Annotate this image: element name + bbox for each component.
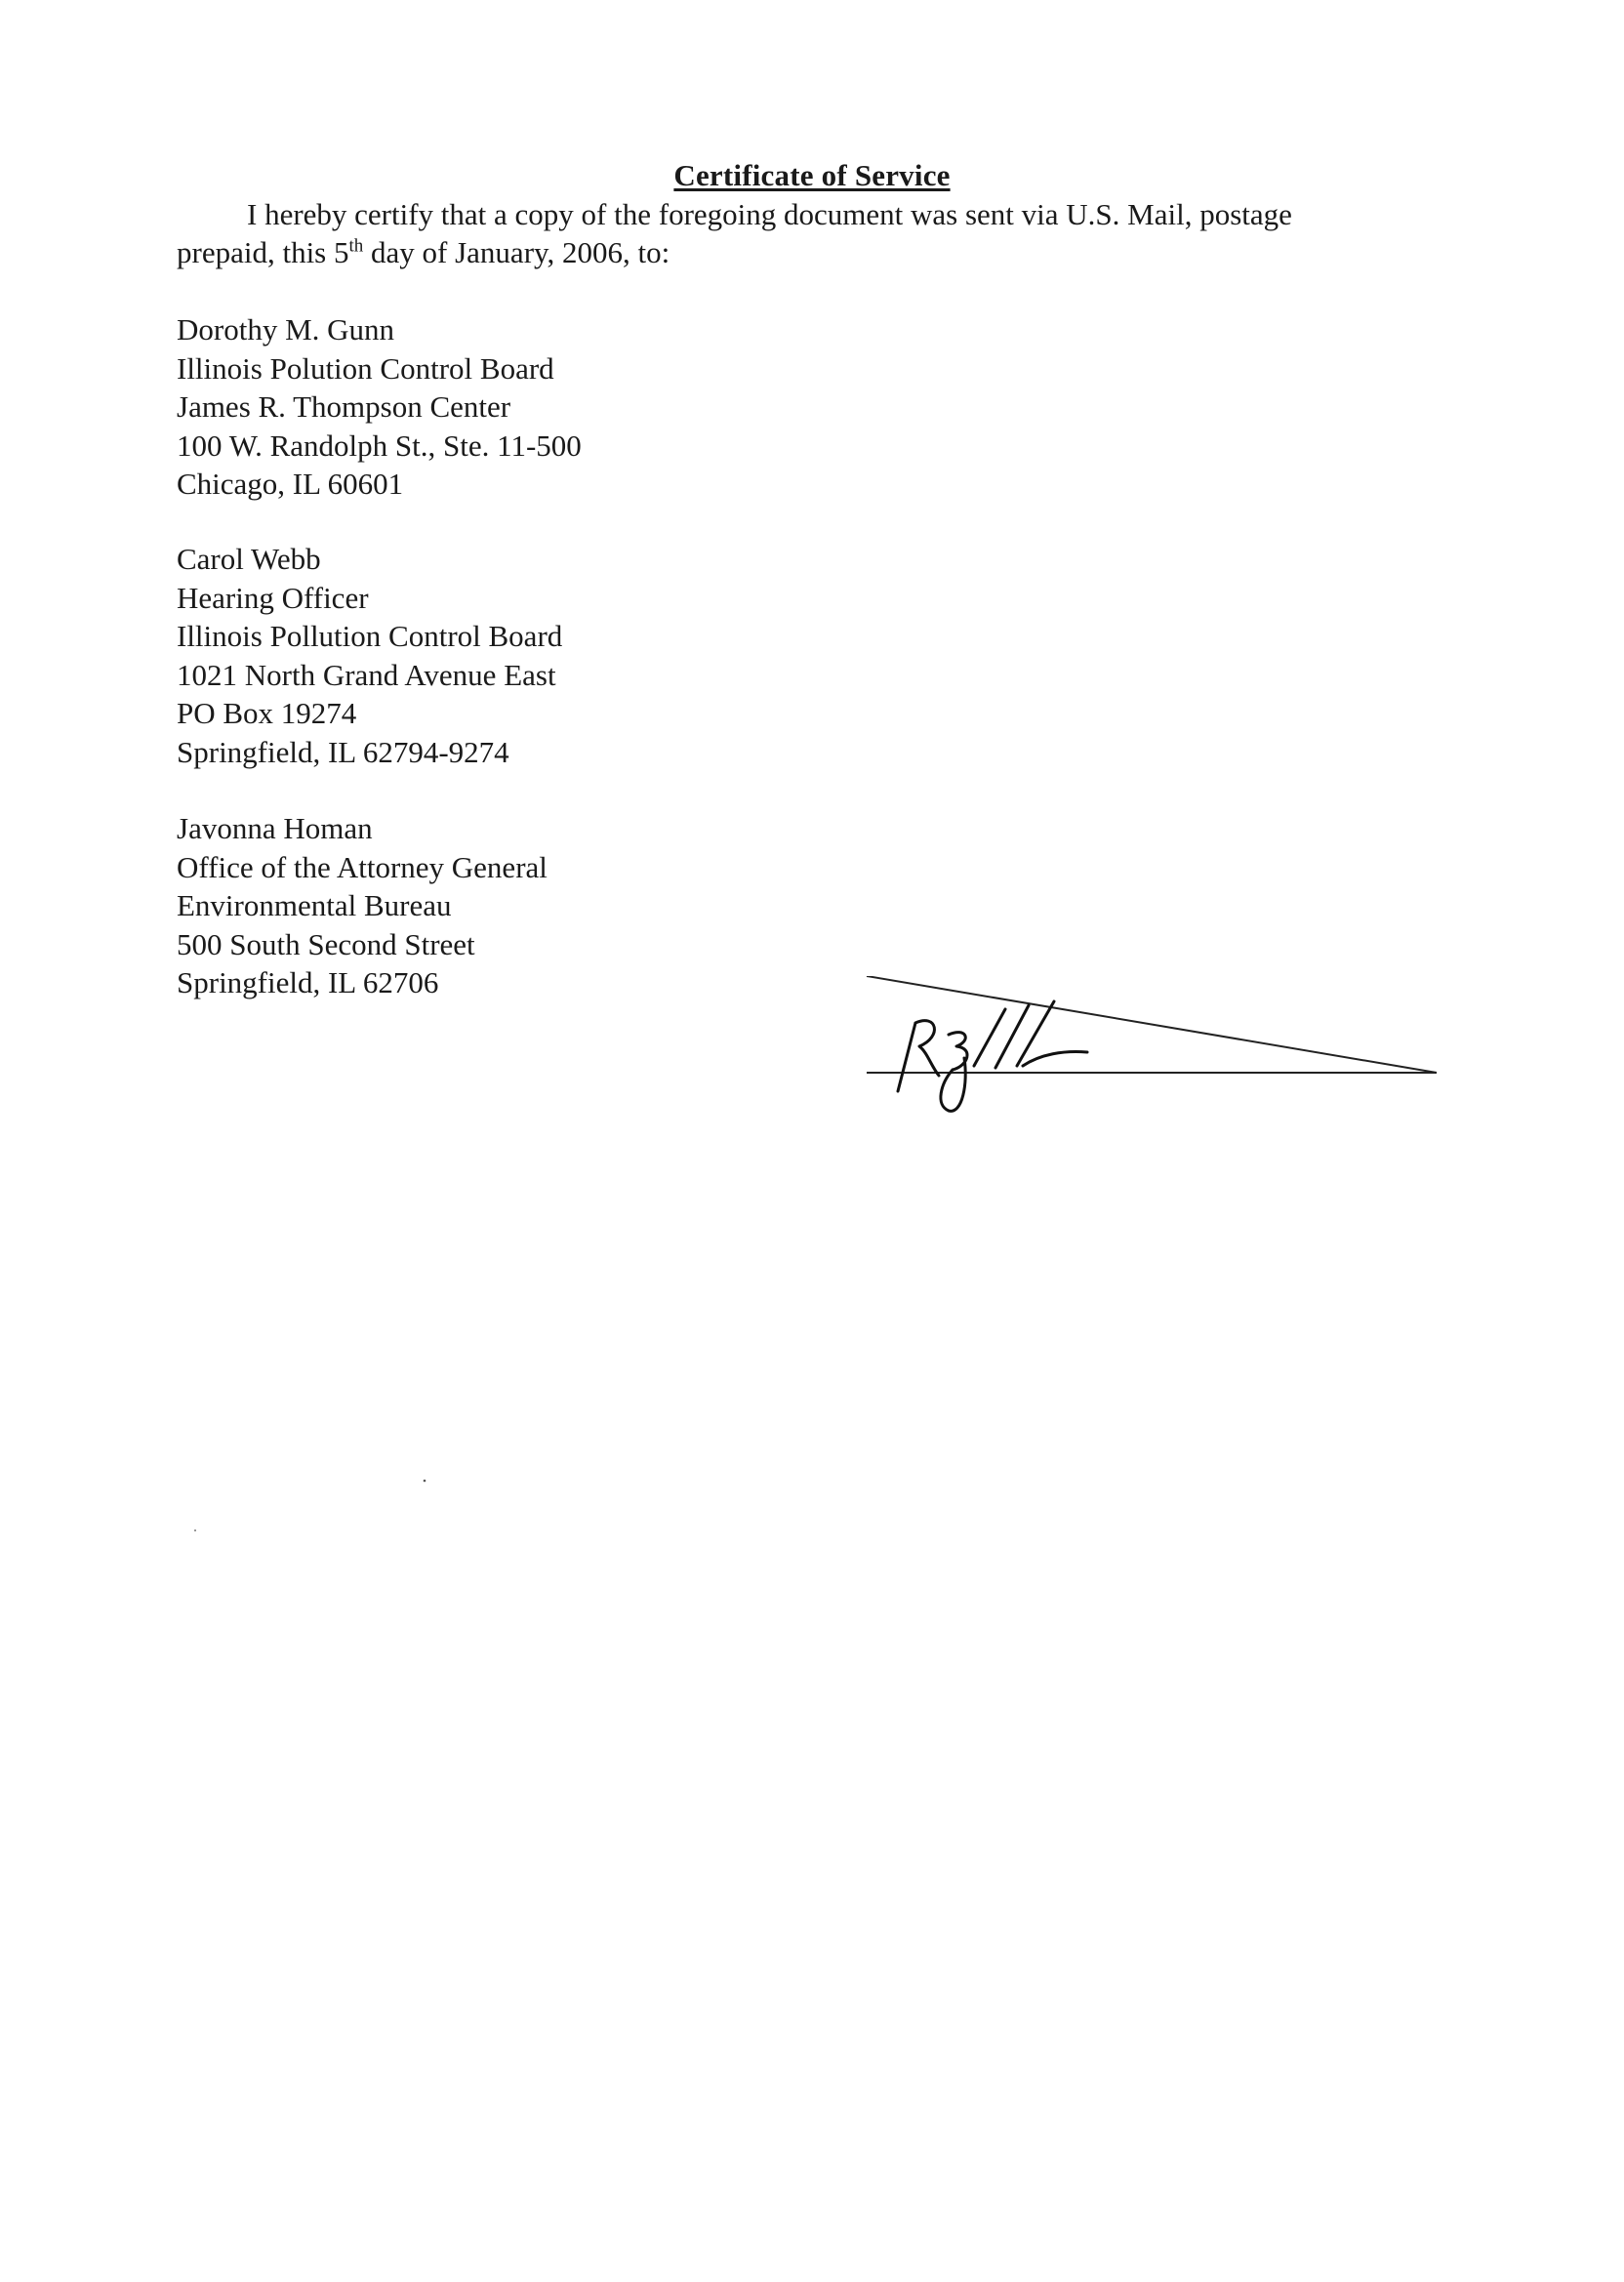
recipient-address-line: 500 South Second Street (177, 926, 475, 961)
certification-line-1: I hereby certify that a copy of the foregoing document was sent via U.S. Mail, postage (247, 197, 1292, 231)
recipient-city-line: Springfield, IL 62794-9274 (177, 734, 509, 769)
recipient-city-line: Chicago, IL 60601 (177, 467, 404, 501)
recipient-address-block (177, 809, 548, 1002)
recipient-organization: Illinois Pollution Control Board (177, 619, 563, 653)
recipient-title: Hearing Officer (177, 580, 369, 615)
certification-line-2 (177, 233, 1426, 271)
document-title: Certificate of Service (673, 158, 951, 192)
recipient-department: Environmental Bureau (177, 888, 452, 922)
signature-stroke (898, 1021, 939, 1091)
recipient-name: Carol Webb (177, 542, 321, 576)
signature-stroke (941, 1033, 967, 1112)
recipient-address-line: 100 W. Randolph St., Ste. 11-500 (177, 428, 582, 463)
recipient-name: Javonna Homan (177, 811, 373, 845)
recipient-organization: Office of the Attorney General (177, 849, 548, 884)
signature-block (859, 976, 1444, 1142)
recipient-address-line: 1021 North Grand Avenue East (177, 657, 556, 692)
recipient-address-block (177, 540, 562, 771)
recipient-address-line: James R. Thompson Center (177, 389, 511, 424)
recipient-organization: Illinois Polution Control Board (177, 350, 554, 386)
recipient-name: Dorothy M. Gunn (177, 312, 395, 346)
recipient-address-line: PO Box 19274 (177, 696, 357, 730)
signature-line (867, 976, 1437, 1073)
certification-paragraph (177, 195, 1426, 271)
recipient-address-block (177, 310, 582, 504)
handwritten-signature (859, 976, 1444, 1142)
certification-date-suffix: day of January, 2006, to: (363, 235, 670, 269)
recipient-city-line: Springfield, IL 62706 (177, 965, 439, 999)
certification-date-prefix: prepaid, this 5 (177, 235, 349, 269)
ordinal-suffix: th (348, 235, 364, 257)
